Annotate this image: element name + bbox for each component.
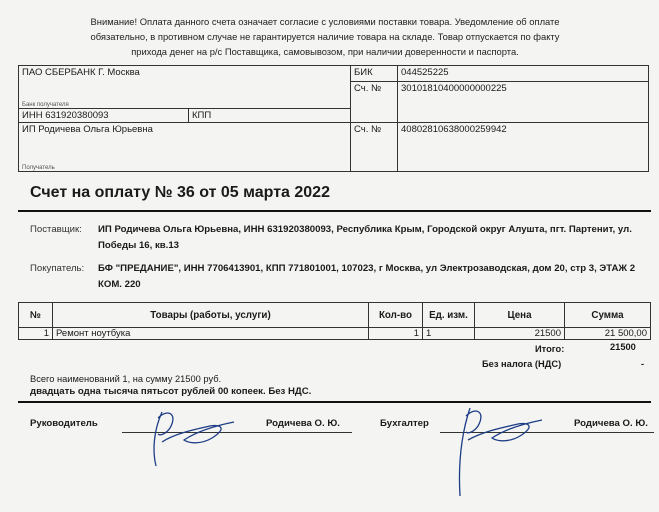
- notice-line: обязательно, в противном случае не гарантируется наличие товара на складе. Товар отпускается по факту: [90, 31, 560, 42]
- supplier-value: ИП Родичева Ольга Юрьевна, ИНН 631920380093, Республика Крым, Городской округ Алушта, пгт. Партенит, ул. Победы 16, кв.13: [98, 224, 632, 251]
- row-qty: 1: [369, 328, 423, 340]
- items-table: [18, 302, 651, 340]
- summary-words: двадцать одна тысяча пятьсот рублей 00 копеек. Без НДС.: [30, 386, 312, 397]
- col-header-price: Цена: [475, 303, 565, 328]
- buyer-row: [30, 261, 638, 293]
- accountant-label: Бухгалтер: [380, 418, 429, 429]
- accountant-signature: [446, 402, 546, 502]
- title-rule: [18, 210, 651, 212]
- row-unit: 1: [423, 328, 475, 340]
- col-header-goods: Товары (работы, услуги): [53, 303, 369, 328]
- inn-cell: ИНН 631920380093: [19, 109, 189, 123]
- corr-account-value: 30101810400000000225: [398, 82, 649, 123]
- supplier-label: Поставщик:: [30, 224, 82, 235]
- col-header-num: №: [19, 303, 53, 328]
- recipient-caption: Получатель: [22, 165, 55, 171]
- col-header-unit: Ед. изм.: [423, 303, 475, 328]
- summary-count: Всего наименований 1, на сумму 21500 руб.: [30, 374, 222, 384]
- notice-line: Внимание! Оплата данного счета означает согласие с условиями поставки товара. Уведомление об оплате: [90, 16, 560, 27]
- col-header-qty: Кол-во: [369, 303, 423, 328]
- bik-value: 044525225: [398, 66, 649, 82]
- head-name: Родичева О. Ю.: [266, 418, 340, 429]
- row-name: Ремонт ноутбука: [53, 328, 369, 340]
- row-sum: 21 500,00: [565, 328, 651, 340]
- buyer-label: Покупатель:: [30, 263, 85, 274]
- supplier-row: [30, 222, 638, 254]
- table-row: [19, 328, 651, 340]
- head-label: Руководитель: [30, 418, 98, 429]
- kpp-cell: КПП: [189, 109, 351, 123]
- buyer-value: БФ "ПРЕДАНИЕ", ИНН 7706413901, КПП 771801001, 107023, г Москва, ул Электрозаводская, дом 20, стр 3, ЭТАЖ 2 КОМ. 220: [98, 263, 636, 290]
- recipient-name: ИП Родичева Ольга Юрьевна: [22, 124, 153, 135]
- items-header-row: [19, 303, 651, 328]
- bank-name: ПАО СБЕРБАНК Г. Москва: [22, 67, 140, 78]
- notice-line: прихода денег на р/с Поставщика, самовывозом, при наличии доверенности и паспорта.: [131, 46, 519, 57]
- summary-rule: [18, 401, 651, 403]
- account-label: Сч. №: [351, 123, 398, 172]
- corr-account-label: Сч. №: [351, 82, 398, 123]
- vat-label: Без налога (НДС): [482, 359, 562, 369]
- row-price: 21500: [475, 328, 565, 340]
- account-value: 40802810638000259942: [398, 123, 649, 172]
- row-num: 1: [19, 328, 53, 340]
- payment-notice: [40, 14, 610, 59]
- total-value: 21500: [610, 342, 636, 352]
- invoice-title: Счет на оплату № 36 от 05 марта 2022: [30, 184, 330, 201]
- head-signature: [140, 404, 240, 474]
- vat-value: -: [641, 359, 645, 369]
- col-header-sum: Сумма: [565, 303, 651, 328]
- bik-label: БИК: [351, 66, 398, 82]
- total-label: Итого:: [535, 344, 565, 354]
- bank-caption: Банк получателя: [22, 102, 69, 108]
- bank-details-table: [18, 65, 649, 172]
- accountant-name: Родичева О. Ю.: [574, 418, 648, 429]
